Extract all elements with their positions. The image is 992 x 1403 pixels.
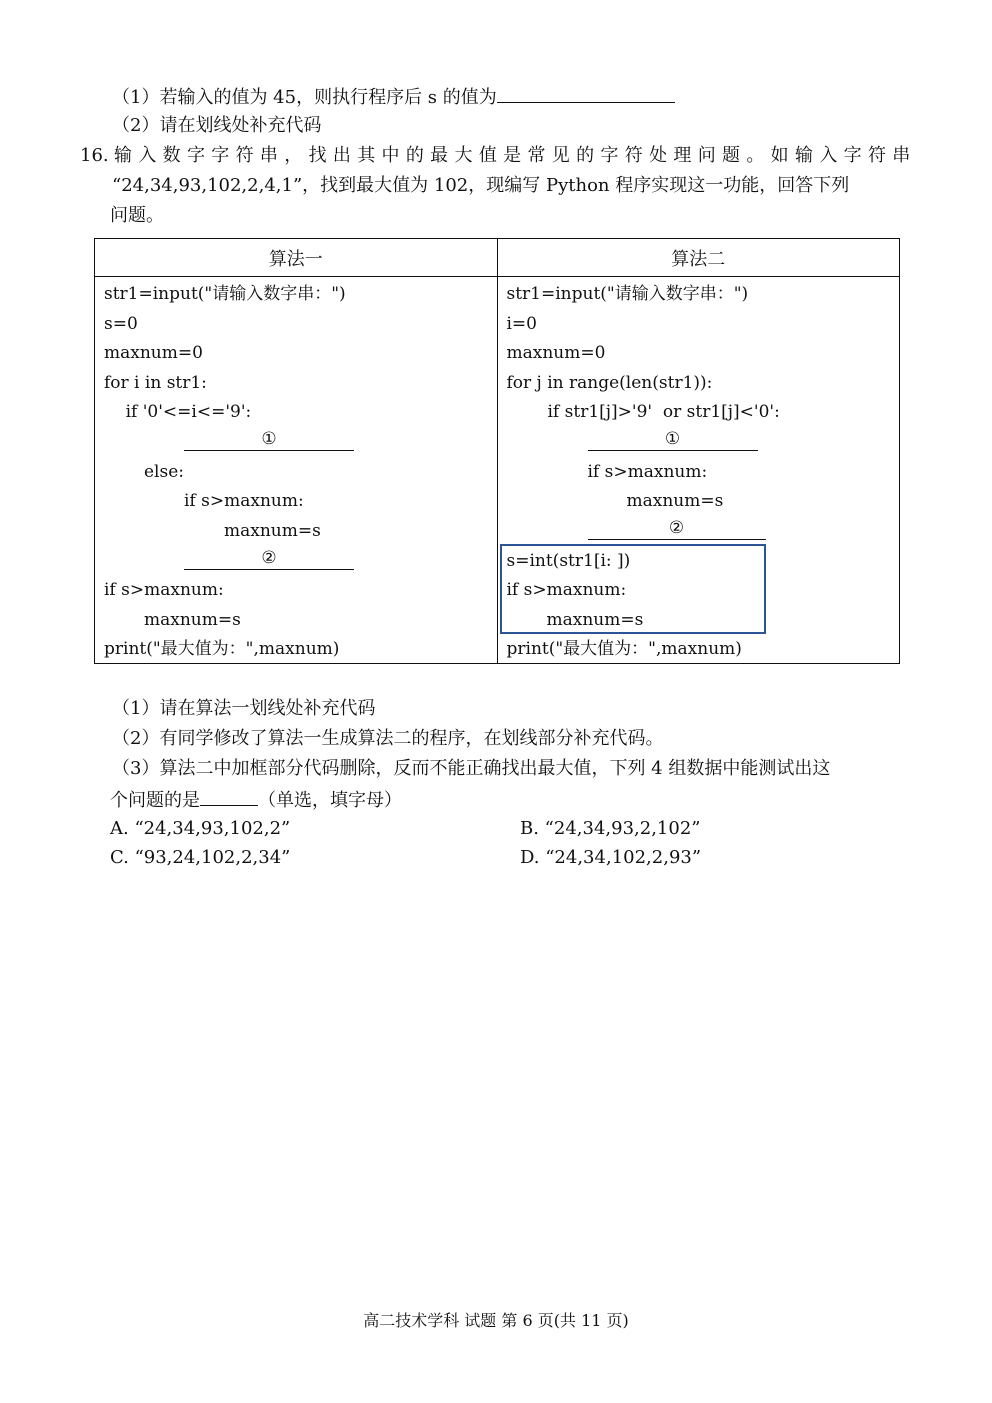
subquestion-1: （1）请在算法一划线处补充代码 <box>112 698 376 719</box>
option-c[interactable]: C. “93,24,102,2,34” <box>110 847 291 868</box>
prev-question-2: （2）请在划线处补充代码 <box>112 115 322 136</box>
code-line: i=0 <box>506 314 537 334</box>
code-line: if s>maxnum: <box>506 580 627 600</box>
question-16-line-1: 输 入 数 字 字 符 串 ， 找 出 其 中 的 最 大 值 是 常 见 的 字 符 处 理 问 题 。 如 输 入 字 符 串 <box>114 145 911 166</box>
code-line: for j in range(len(str1)): <box>506 373 713 393</box>
answer-blank[interactable] <box>497 84 675 103</box>
code-line: maxnum=0 <box>104 343 203 363</box>
fill-blank-2-algo2[interactable]: ② <box>588 517 766 540</box>
subquestion-3-line-1: （3）算法二中加框部分代码删除，反而不能正确找出最大值，下列 4 组数据中能测试出这 <box>112 758 831 779</box>
answer-blank[interactable] <box>200 787 258 806</box>
header-algorithm-2: 算法二 <box>497 239 900 277</box>
code-line: maxnum=0 <box>506 343 606 363</box>
code-line: str1=input("请输入数字串：") <box>104 284 346 304</box>
code-line: else: <box>144 462 185 482</box>
fill-blank-1-algo1[interactable]: ① <box>184 428 354 451</box>
code-line: s=int(str1[i: ]) <box>506 551 631 571</box>
fill-blank-2-algo1[interactable]: ② <box>184 547 354 570</box>
code-line: print("最大值为：",maxnum) <box>104 639 340 659</box>
code-line: maxnum=s <box>546 610 644 630</box>
header-algorithm-1: 算法一 <box>95 239 498 277</box>
subquestion-2: （2）有同学修改了算法一生成算法二的程序，在划线部分补充代码。 <box>112 728 664 749</box>
code-line: if s>maxnum: <box>184 491 304 511</box>
fill-blank-1-algo2[interactable]: ① <box>588 428 758 451</box>
page-footer: 高二技术学科 试题 第 6 页(共 11 页) <box>363 1311 629 1330</box>
option-b[interactable]: B. “24,34,93,2,102” <box>520 818 701 839</box>
question-16-line-2: “24,34,93,102,2,4,1”，找到最大值为 102，现编写 Python 程序实现这一功能，回答下列 <box>112 175 850 196</box>
code-line: for i in str1: <box>104 373 207 393</box>
question-16-line-3: 问题。 <box>110 205 164 226</box>
option-a[interactable]: A. “24,34,93,102,2” <box>110 818 291 839</box>
code-line: maxnum=s <box>626 491 724 511</box>
code-line: str1=input("请输入数字串：") <box>506 284 749 304</box>
algorithm-1-cell <box>95 277 498 664</box>
question-16-number: 16. <box>80 145 109 166</box>
code-line: maxnum=s <box>144 610 241 630</box>
code-line: maxnum=s <box>224 521 321 541</box>
code-line: if s>maxnum: <box>587 462 708 482</box>
option-d[interactable]: D. “24,34,102,2,93” <box>520 847 702 868</box>
code-line: s=0 <box>104 314 138 334</box>
prev-question-1: （1）若输入的值为 45，则执行程序后 s 的值为 <box>112 84 675 110</box>
algorithm-table <box>94 238 900 664</box>
code-line: if str1[j]>'9' or str1[j]<'0': <box>547 402 780 422</box>
algorithm-2-cell <box>497 277 900 664</box>
code-line: if '0'<=i<='9': <box>104 402 252 422</box>
code-line: if s>maxnum: <box>104 580 224 600</box>
code-line: print("最大值为：",maxnum) <box>506 639 742 659</box>
subquestion-3-line-2: 个问题的是 （单选，填字母） <box>110 787 402 813</box>
